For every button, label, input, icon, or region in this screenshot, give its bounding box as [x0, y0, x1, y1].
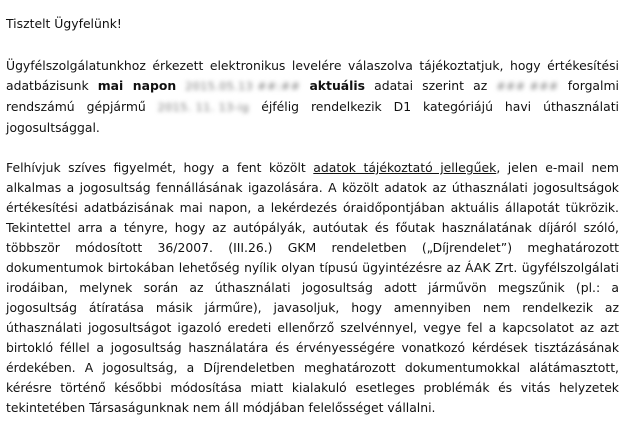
disclaimer-text-1: Felhívjuk szíves figyelmét, hogy a fent közölt — [6, 160, 314, 175]
status-text-4: éjfélig rendelkezik D1 kategóriájú havi úthasználati jogosultsággal. — [6, 99, 619, 135]
greeting: Tisztelt Ügyfelünk! — [6, 16, 122, 31]
informational-data-link[interactable]: adatok tájékoztató jellegűek — [313, 160, 497, 175]
status-text-2: adatai szerint az — [365, 78, 497, 93]
redacted-datetime: 2015.05.13 ##:## — [185, 80, 301, 93]
status-text-3: forgalmi rendszámú gépjármű — [6, 78, 619, 114]
status-bold-today: mai napon — [97, 78, 177, 93]
disclaimer-paragraph — [6, 158, 619, 418]
status-bold-current: aktuális — [309, 78, 366, 93]
status-text-1: Ügyfélszolgálatunkhoz érkezett elektronikus levelére válaszolva tájékoztatjuk, hogy értékesítési adatbázisunk — [6, 58, 619, 93]
redacted-expiry: 2015. 11. 13-ig — [157, 101, 250, 114]
redacted-plate: ### ### — [496, 80, 559, 93]
status-paragraph — [6, 56, 619, 138]
disclaimer-text-2: , jelen e-mail nem alkalmas a jogosultság fennállásának igazolására. A közölt adatok az úthasználati jogosultságok értékesítési adatbázisának mai napon, a lekérdezés óraidőpontjában aktuális állapotát tükrözik. Tekintettel arra a tényre, hogy az autópályák, autóutak és főutak használatának díjáról szóló, többször módosított 36/2007. (III.26.) GKM rendeletben („Díjrendelet”) meghatározott dokumentumok birtokában lehetőség nyílik olyan típusú ügyintézésre az ÁAK Zrt. ügyfélszolgálati irodáiban, melynek során az úthasználati jogosultság adott járművön megszűnik (pl.: a jogosultság átíratása másik járműre), javasoljuk, hogy amennyiben nem rendelkezik az úthasználati jogosultságot igazoló eredeti ellenőrző szelvénnyel, vegye fel a kapcsolatot az azt birtokló féllel a jogosultság használatára és érvényességére vonatkozó kérdések tisztázásának érdekében. A jogosultság, a Díjrendeletben meghatározott dokumentumokkal alátámasztott, kérésre történő későbbi módosítása miatt kialakuló esetleges problémák és vitás helyzetek tekintetében Társaságunknak nem áll módjában felelősséget vállalni. — [6, 160, 619, 415]
